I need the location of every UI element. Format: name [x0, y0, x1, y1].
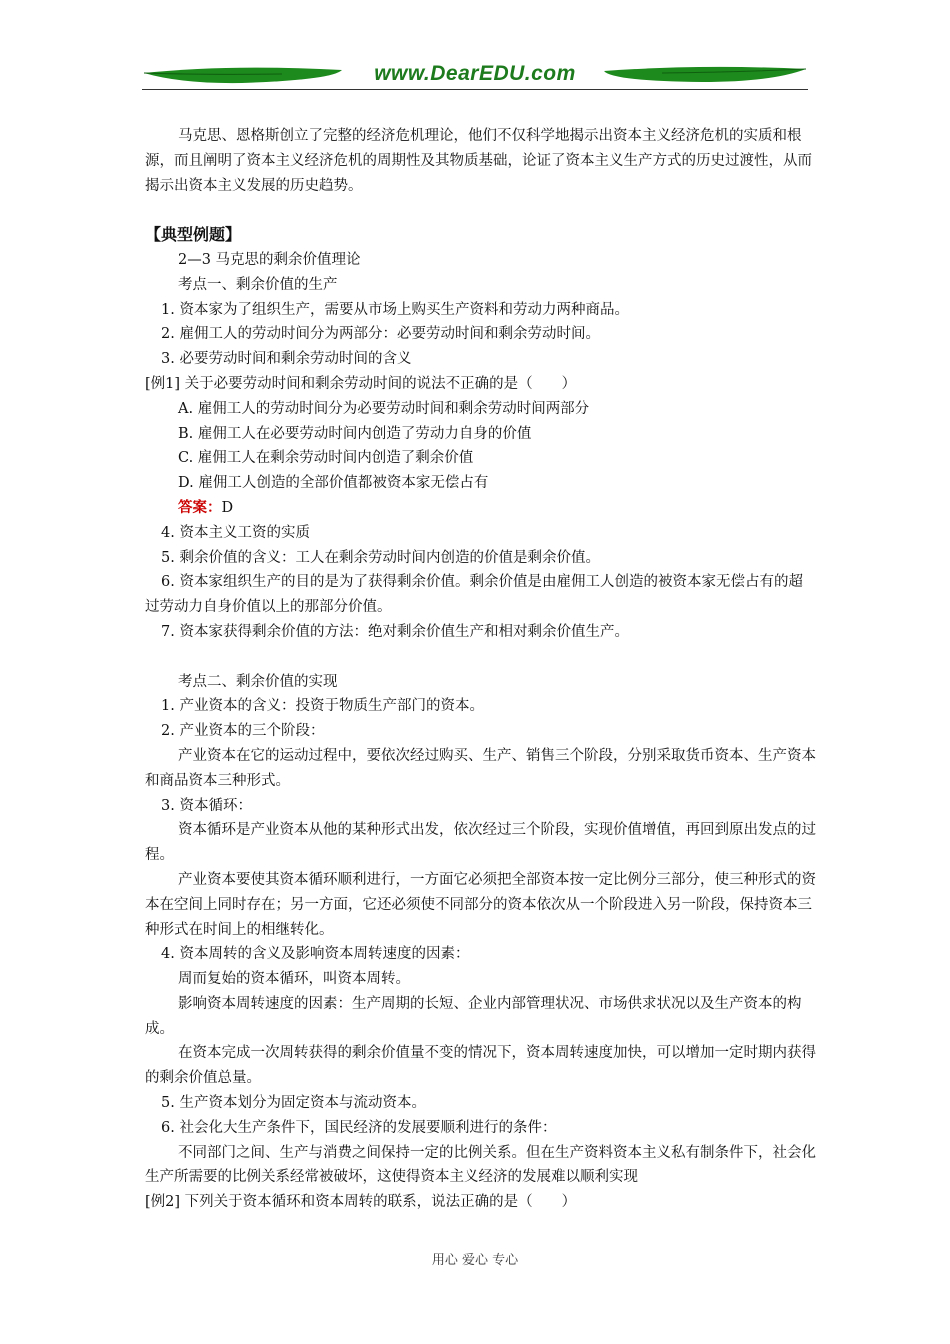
answer-value: D — [221, 499, 234, 516]
example-1-question: [例1] 关于必要劳动时间和剩余劳动时间的说法不正确的是（ ） — [145, 375, 577, 392]
paragraph: 在资本完成一次周转获得的剩余价值量不变的情况下，资本周转速度加快，可以增加一定时期内获得的剩余价值总量。 — [145, 1045, 816, 1087]
list-item: 4. 资本主义工资的实质 — [161, 524, 310, 541]
example-1-answer — [145, 496, 817, 521]
paragraph: 影响资本周转速度的因素：生产周期的长短、企业内部管理状况、市场供求状况以及生产资本的构成。 — [145, 995, 802, 1037]
list-item: 4. 资本周转的含义及影响资本周转速度的因素： — [161, 946, 470, 963]
example-2-question: [例2] 下列关于资本循环和资本周转的联系，说法正确的是（ ） — [145, 1194, 577, 1211]
list-item: 1. 资本家为了组织生产，需要从市场上购买生产资料和劳动力两种商品。 — [161, 301, 629, 318]
paragraph: 产业资本在它的运动过程中，要依次经过购买、生产、销售三个阶段，分别采取货币资本、生产资本和商品资本三种形式。 — [145, 747, 816, 789]
list-item: 2. 雇佣工人的劳动时间分为两部分：必要劳动时间和剩余劳动时间。 — [161, 326, 600, 343]
list-item: 5. 生产资本划分为固定资本与流动资本。 — [161, 1095, 426, 1112]
page-footer: 用心 爱心 专心 — [431, 1253, 519, 1268]
kp2-title: 考点二、剩余价值的实现 — [178, 673, 338, 690]
kp1-title: 考点一、剩余价值的生产 — [178, 276, 338, 293]
option-b: B. 雇佣工人在必要劳动时间内创造了劳动力自身的价值 — [178, 425, 532, 442]
answer-label: 答案： — [178, 498, 222, 516]
paragraph: 产业资本要使其资本循环顺利进行，一方面它必须把全部资本按一定比例分三部分，使三种形式的资本在空间上同时存在；另一方面，它还必须使不同部分的资本依次从一个阶段进入另一阶段，保持资本三种形式在时间上的相继转化。 — [145, 871, 816, 938]
paragraph: 周而复始的资本循环，叫资本周转。 — [178, 971, 410, 988]
paragraph: 不同部门之间、生产与消费之间保持一定的比例关系。但在生产资料资本主义私有制条件下，社会化生产所需要的比例关系经常被破坏，这使得资本主义经济的发展难以顺利实现 — [145, 1144, 816, 1186]
list-item: 6. 社会化大生产条件下，国民经济的发展要顺利进行的条件： — [161, 1119, 557, 1136]
list-item: 1. 产业资本的含义：投资于物质生产部门的资本。 — [161, 698, 484, 715]
list-item: 6. 资本家组织生产的目的是为了获得剩余价值。剩余价值是由雇佣工人创造的被资本家无偿占有的超过劳动力自身价值以上的那部分价值。 — [145, 574, 803, 616]
intro-paragraph: 马克思、恩格斯创立了完整的经济危机理论，他们不仅科学地揭示出资本主义经济危机的实质和根源，而且阐明了资本主义经济危机的周期性及其物质基础，论证了资本主义生产方式的历史过渡性，从而揭示出资本主义发展的历史趋势。 — [145, 128, 812, 194]
option-a: A. 雇佣工人的劳动时间分为必要劳动时间和剩余劳动时间两部分 — [178, 400, 590, 417]
site-logo[interactable]: www.DearEDU.com — [374, 62, 576, 85]
chapter-title: 2—3 马克思的剩余价值理论 — [178, 251, 361, 268]
list-item: 7. 资本家获得剩余价值的方法：绝对剩余价值生产和相对剩余价值生产。 — [161, 623, 629, 640]
option-c: C. 雇佣工人在剩余劳动时间内创造了剩余价值 — [178, 450, 474, 467]
paragraph: 资本循环是产业资本从他的某种形式出发，依次经过三个阶段，实现价值增值，再回到原出发点的过程。 — [145, 822, 816, 864]
section-heading: 【典型例题】 — [145, 225, 242, 245]
document-body — [145, 124, 817, 1215]
spacer — [145, 645, 817, 670]
header-rule — [142, 89, 808, 90]
list-item: 3. 必要劳动时间和剩余劳动时间的含义 — [161, 351, 412, 368]
list-item: 5. 剩余价值的含义：工人在剩余劳动时间内创造的价值是剩余价值。 — [161, 549, 600, 566]
list-item: 3. 资本循环： — [161, 797, 252, 814]
option-d: D. 雇佣工人创造的全部价值都被资本家无偿占有 — [178, 475, 489, 492]
list-item: 2. 产业资本的三个阶段： — [161, 723, 325, 740]
spacer — [145, 198, 817, 223]
